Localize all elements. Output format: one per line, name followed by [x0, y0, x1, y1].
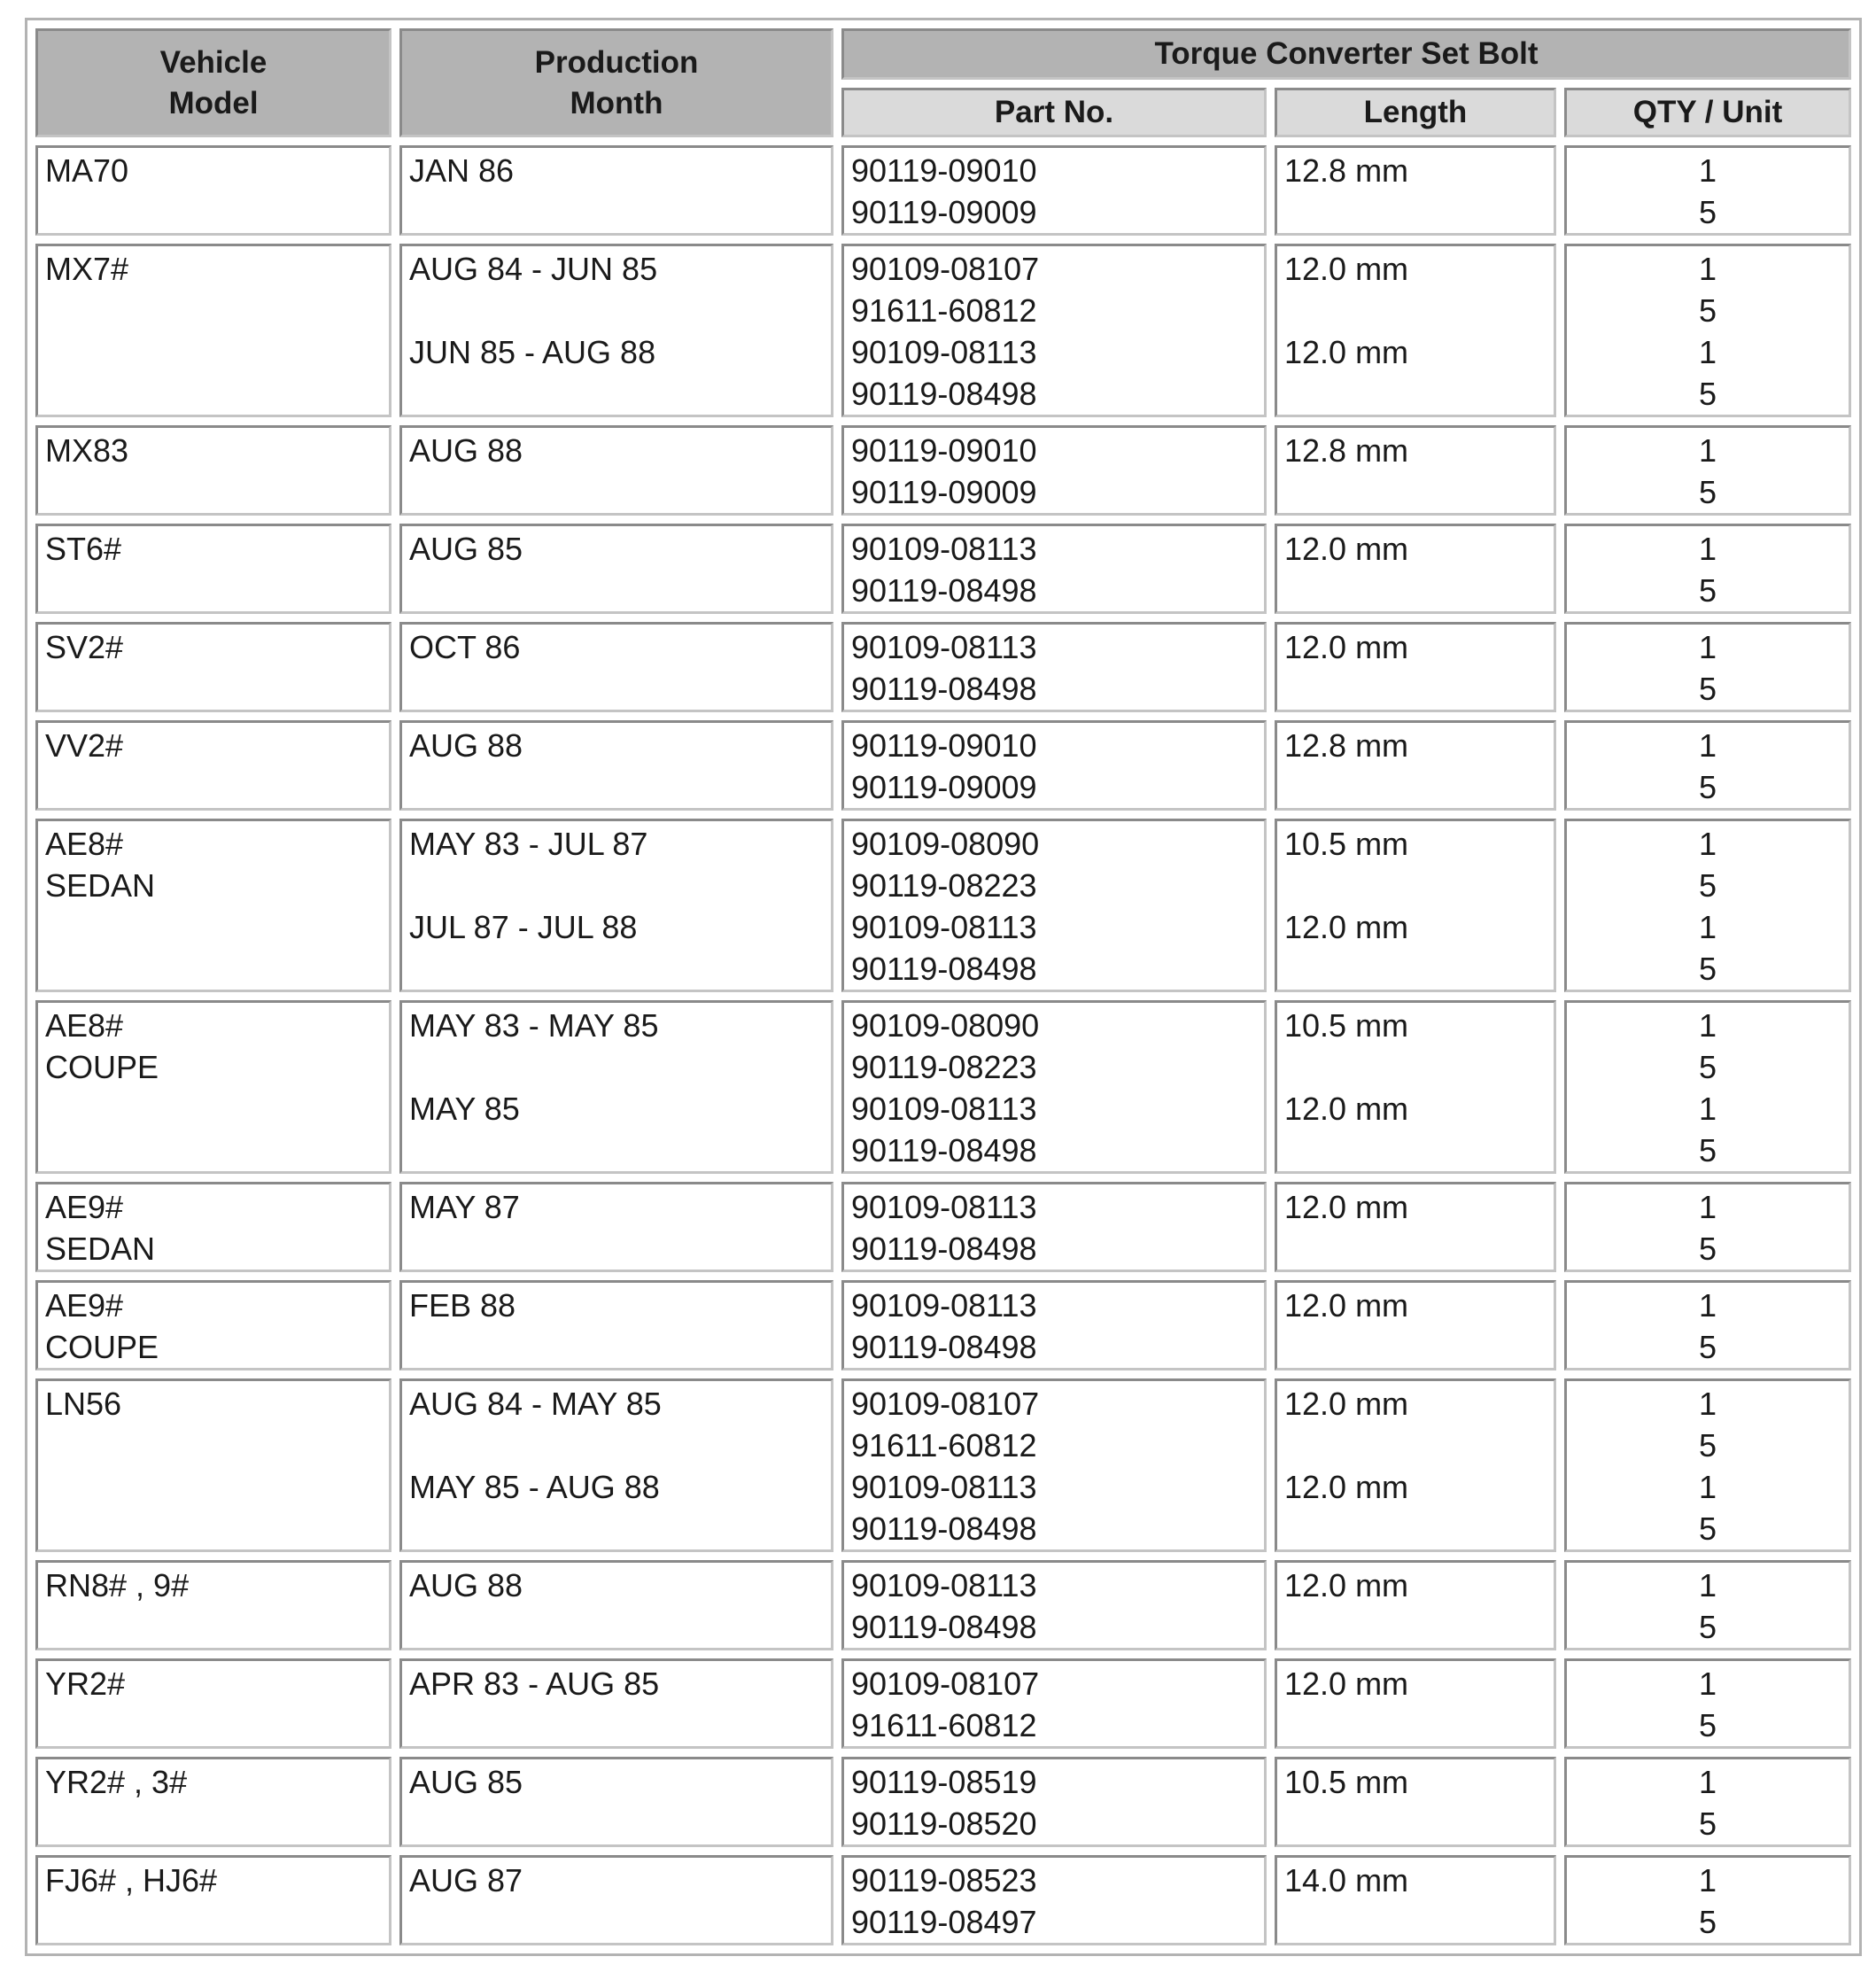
vehicle-model-cell — [35, 244, 391, 417]
vehicle-model-cell-line — [45, 373, 389, 415]
length-cell-line: 12.0 mm — [1284, 1091, 1409, 1127]
production-month-cell-line — [409, 1508, 831, 1549]
vehicle-model-cell — [35, 720, 391, 811]
length-cell-line: 12.0 mm — [1284, 1567, 1409, 1603]
part-no-cell-line: 90109-08113 — [851, 1469, 1037, 1505]
qty-unit-cell-line: 1 — [1699, 826, 1717, 862]
part-no-cell-line: 90119-08498 — [851, 1609, 1037, 1645]
qty-unit-cell-line: 1 — [1699, 629, 1717, 665]
production-month-cell-line: AUG 88 — [409, 727, 523, 764]
part-no-cell-line: 90119-08498 — [851, 1132, 1037, 1169]
vehicle-model-cell-line: YR2# , 3# — [45, 1764, 188, 1800]
production-month-cell — [399, 524, 833, 614]
length-cell — [1275, 145, 1556, 236]
part-no-cell-line: 90119-09009 — [851, 474, 1037, 510]
part-no-cell-line: 90119-08519 — [851, 1764, 1037, 1800]
production-month-cell-line — [409, 1704, 831, 1746]
vehicle-model-cell-line — [45, 570, 389, 611]
table-row — [35, 425, 1851, 516]
vehicle-model-cell-line: LN56 — [45, 1386, 122, 1422]
vehicle-model-cell-line — [45, 1130, 389, 1171]
production-month-cell-line — [409, 1326, 831, 1368]
qty-unit-cell — [1564, 1378, 1851, 1552]
qty-unit-cell-line: 5 — [1699, 1805, 1717, 1842]
qty-unit-cell-line: 1 — [1699, 1469, 1717, 1505]
production-month-cell-line — [409, 1046, 831, 1088]
qty-unit-cell-line: 1 — [1699, 152, 1717, 189]
vehicle-model-cell-line: SEDAN — [45, 1231, 156, 1267]
part-no-cell — [841, 1182, 1267, 1272]
production-month-cell — [399, 1757, 833, 1847]
production-month-cell — [399, 1658, 833, 1749]
table-row — [35, 244, 1851, 417]
table-row — [35, 1560, 1851, 1650]
part-no-cell — [841, 819, 1267, 992]
vehicle-model-cell-line — [45, 1088, 389, 1130]
qty-unit-cell-line: 1 — [1699, 1764, 1717, 1800]
qty-unit-cell-line: 1 — [1699, 1287, 1717, 1324]
production-month-cell-line — [409, 865, 831, 906]
vehicle-model-cell-line: AE8# — [45, 826, 124, 862]
part-no-cell-line: 90119-09009 — [851, 769, 1037, 805]
header-production-month-line-1: Production — [534, 44, 699, 80]
qty-unit-cell-line: 5 — [1699, 867, 1717, 904]
vehicle-model-cell-line: SV2# — [45, 629, 124, 665]
part-no-cell — [841, 1280, 1267, 1370]
length-cell-line — [1284, 1425, 1554, 1466]
qty-unit-cell-line: 5 — [1699, 292, 1717, 329]
production-month-cell-line: AUG 88 — [409, 432, 523, 469]
length-cell-line — [1284, 191, 1554, 233]
production-month-cell — [399, 244, 833, 417]
vehicle-model-cell — [35, 1658, 391, 1749]
table-row — [35, 1757, 1851, 1847]
part-no-cell-line: 90119-08523 — [851, 1862, 1037, 1898]
production-month-cell-line — [409, 1606, 831, 1648]
production-month-cell-line — [409, 191, 831, 233]
torque-converter-table-container — [25, 18, 1856, 1956]
part-no-cell-line: 90119-08498 — [851, 1231, 1037, 1267]
length-cell-line — [1284, 865, 1554, 906]
part-no-cell-line: 90119-08498 — [851, 1329, 1037, 1365]
vehicle-model-cell-line: MX83 — [45, 432, 129, 469]
qty-unit-cell-line: 5 — [1699, 376, 1717, 412]
qty-unit-cell — [1564, 1757, 1851, 1847]
part-no-cell-line: 90119-08498 — [851, 951, 1037, 987]
vehicle-model-cell-line — [45, 668, 389, 710]
part-no-cell-line: 90119-08498 — [851, 376, 1037, 412]
qty-unit-cell — [1564, 1182, 1851, 1272]
qty-unit-cell — [1564, 425, 1851, 516]
vehicle-model-cell — [35, 1855, 391, 1945]
qty-unit-cell-line: 5 — [1699, 951, 1717, 987]
production-month-cell-line: JUL 87 - JUL 88 — [409, 909, 638, 945]
vehicle-model-cell — [35, 1757, 391, 1847]
qty-unit-cell-line: 1 — [1699, 909, 1717, 945]
vehicle-model-cell-line: COUPE — [45, 1329, 159, 1365]
production-month-cell-line: APR 83 - AUG 85 — [409, 1666, 660, 1702]
production-month-cell-line: MAY 85 — [409, 1091, 520, 1127]
vehicle-model-cell-line: MX7# — [45, 251, 129, 287]
production-month-cell — [399, 720, 833, 811]
part-no-cell-line: 91611-60812 — [851, 1707, 1037, 1743]
vehicle-model-cell-line — [45, 1704, 389, 1746]
header-production-month-line-2: Month — [570, 85, 663, 120]
table-row — [35, 720, 1851, 811]
vehicle-model-cell-line — [45, 1425, 389, 1466]
length-cell-line: 10.5 mm — [1284, 826, 1409, 862]
length-cell-line: 12.0 mm — [1284, 1469, 1409, 1505]
qty-unit-cell — [1564, 1560, 1851, 1650]
qty-unit-cell-line: 1 — [1699, 1007, 1717, 1044]
header-vehicle-model-line-2: Model — [168, 85, 259, 120]
qty-unit-cell — [1564, 145, 1851, 236]
production-month-cell — [399, 1378, 833, 1552]
header-torque-converter-set-bolt: Torque Converter Set Bolt — [841, 28, 1851, 80]
production-month-cell-line: MAY 83 - JUL 87 — [409, 826, 648, 862]
vehicle-model-cell — [35, 819, 391, 992]
length-cell-line — [1284, 1803, 1554, 1844]
length-cell — [1275, 622, 1556, 712]
length-cell-line: 12.0 mm — [1284, 531, 1409, 567]
part-no-cell — [841, 1757, 1267, 1847]
length-cell-line: 12.0 mm — [1284, 629, 1409, 665]
qty-unit-cell — [1564, 1000, 1851, 1174]
part-no-cell — [841, 1560, 1267, 1650]
vehicle-model-cell — [35, 1378, 391, 1552]
vehicle-model-cell-line — [45, 1606, 389, 1648]
production-month-cell-line — [409, 766, 831, 808]
length-cell-line: 10.5 mm — [1284, 1764, 1409, 1800]
vehicle-model-cell — [35, 1182, 391, 1272]
production-month-cell-line: JAN 86 — [409, 152, 515, 189]
length-cell — [1275, 1855, 1556, 1945]
part-no-cell-line: 91611-60812 — [851, 292, 1037, 329]
production-month-cell — [399, 1280, 833, 1370]
length-cell-line: 12.8 mm — [1284, 432, 1409, 469]
length-cell — [1275, 425, 1556, 516]
qty-unit-cell-line: 1 — [1699, 432, 1717, 469]
part-no-cell-line: 90119-08520 — [851, 1805, 1037, 1842]
part-no-cell — [841, 720, 1267, 811]
production-month-cell-line — [409, 570, 831, 611]
header-production-month — [399, 28, 833, 137]
length-cell — [1275, 1560, 1556, 1650]
length-cell-line — [1284, 1130, 1554, 1171]
part-no-cell-line: 90119-09010 — [851, 152, 1037, 189]
part-no-cell-line: 90109-08113 — [851, 1091, 1037, 1127]
part-no-cell — [841, 425, 1267, 516]
table-row — [35, 1182, 1851, 1272]
length-cell-line — [1284, 1228, 1554, 1270]
vehicle-model-cell-line — [45, 906, 389, 948]
length-cell-line — [1284, 948, 1554, 990]
production-month-cell-line: AUG 88 — [409, 1567, 523, 1603]
qty-unit-cell-line: 1 — [1699, 1567, 1717, 1603]
qty-unit-cell-line: 5 — [1699, 474, 1717, 510]
qty-unit-cell-line: 1 — [1699, 1189, 1717, 1225]
qty-unit-cell-line: 5 — [1699, 1707, 1717, 1743]
part-no-cell-line: 90119-09009 — [851, 194, 1037, 230]
production-month-cell-line — [409, 948, 831, 990]
vehicle-model-cell-line: AE9# — [45, 1189, 124, 1225]
qty-unit-cell — [1564, 1280, 1851, 1370]
length-cell-line — [1284, 1508, 1554, 1549]
production-month-cell-line: MAY 85 - AUG 88 — [409, 1469, 660, 1505]
table-row — [35, 1280, 1851, 1370]
production-month-cell-line: AUG 85 — [409, 1764, 523, 1800]
qty-unit-cell-line: 5 — [1699, 1904, 1717, 1940]
qty-unit-cell-line: 5 — [1699, 572, 1717, 609]
part-no-cell — [841, 1855, 1267, 1945]
length-cell-line — [1284, 373, 1554, 415]
length-cell-line — [1284, 1046, 1554, 1088]
production-month-cell-line — [409, 1130, 831, 1171]
vehicle-model-cell-line: FJ6# , HJ6# — [45, 1862, 218, 1898]
part-no-cell-line: 90119-08497 — [851, 1904, 1037, 1940]
length-cell-line: 10.5 mm — [1284, 1007, 1409, 1044]
length-cell-line — [1284, 1326, 1554, 1368]
header-vehicle-model-line-1: Vehicle — [159, 44, 267, 80]
production-month-cell-line: JUN 85 - AUG 88 — [409, 334, 656, 370]
table-body — [35, 145, 1851, 1945]
part-no-cell — [841, 1658, 1267, 1749]
qty-unit-cell — [1564, 1855, 1851, 1945]
part-no-cell-line: 90109-08107 — [851, 1386, 1040, 1422]
table-row — [35, 524, 1851, 614]
part-no-cell-line: 90119-08498 — [851, 671, 1037, 707]
part-no-cell — [841, 1378, 1267, 1552]
part-no-cell-line: 90109-08113 — [851, 629, 1037, 665]
qty-unit-cell-line: 5 — [1699, 1132, 1717, 1169]
production-month-cell-line — [409, 1901, 831, 1943]
table-row — [35, 1658, 1851, 1749]
table-row — [35, 145, 1851, 236]
vehicle-model-cell — [35, 1000, 391, 1174]
production-month-cell — [399, 1182, 833, 1272]
production-month-cell-line — [409, 471, 831, 513]
part-no-cell — [841, 622, 1267, 712]
production-month-cell-line: AUG 85 — [409, 531, 523, 567]
part-no-cell-line: 90109-08107 — [851, 1666, 1040, 1702]
vehicle-model-cell-line: VV2# — [45, 727, 124, 764]
vehicle-model-cell-line — [45, 1508, 389, 1549]
vehicle-model-cell-line — [45, 191, 389, 233]
qty-unit-cell-line: 5 — [1699, 1609, 1717, 1645]
vehicle-model-cell-line: SEDAN — [45, 867, 156, 904]
part-no-cell-line: 90109-08113 — [851, 334, 1037, 370]
qty-unit-cell-line: 1 — [1699, 1862, 1717, 1898]
torque-converter-set-bolt-table — [25, 18, 1862, 1956]
length-cell — [1275, 1280, 1556, 1370]
part-no-cell-line: 90109-08113 — [851, 1567, 1037, 1603]
qty-unit-cell-line: 1 — [1699, 1091, 1717, 1127]
length-cell-line — [1284, 471, 1554, 513]
length-cell-line: 12.0 mm — [1284, 1386, 1409, 1422]
length-cell — [1275, 244, 1556, 417]
part-no-cell-line: 90109-08107 — [851, 251, 1040, 287]
vehicle-model-cell-line — [45, 290, 389, 331]
vehicle-model-cell — [35, 145, 391, 236]
qty-unit-cell-line: 1 — [1699, 531, 1717, 567]
length-cell-line — [1284, 1704, 1554, 1746]
production-month-cell — [399, 1560, 833, 1650]
vehicle-model-cell-line: ST6# — [45, 531, 122, 567]
length-cell — [1275, 1378, 1556, 1552]
length-cell-line: 12.0 mm — [1284, 1666, 1409, 1702]
qty-unit-cell-line: 5 — [1699, 1329, 1717, 1365]
qty-unit-cell-line: 5 — [1699, 194, 1717, 230]
part-no-cell-line: 90109-08113 — [851, 531, 1037, 567]
vehicle-model-cell-line: AE8# — [45, 1007, 124, 1044]
length-cell — [1275, 524, 1556, 614]
vehicle-model-cell-line — [45, 948, 389, 990]
qty-unit-cell — [1564, 244, 1851, 417]
length-cell-line: 14.0 mm — [1284, 1862, 1409, 1898]
qty-unit-cell — [1564, 1658, 1851, 1749]
length-cell-line — [1284, 290, 1554, 331]
part-no-cell — [841, 524, 1267, 614]
production-month-cell — [399, 425, 833, 516]
part-no-cell-line: 90109-08113 — [851, 909, 1037, 945]
production-month-cell — [399, 622, 833, 712]
table-row — [35, 622, 1851, 712]
qty-unit-cell-line: 5 — [1699, 1049, 1717, 1085]
length-cell-line: 12.0 mm — [1284, 334, 1409, 370]
part-no-cell-line: 90119-08223 — [851, 1049, 1037, 1085]
part-no-cell-line: 90119-08498 — [851, 572, 1037, 609]
part-no-cell — [841, 1000, 1267, 1174]
qty-unit-cell-line: 1 — [1699, 251, 1717, 287]
production-month-cell — [399, 819, 833, 992]
vehicle-model-cell — [35, 1560, 391, 1650]
vehicle-model-cell — [35, 425, 391, 516]
vehicle-model-cell-line: YR2# — [45, 1666, 126, 1702]
qty-unit-cell — [1564, 720, 1851, 811]
vehicle-model-cell-line: MA70 — [45, 152, 129, 189]
vehicle-model-cell-line: RN8# , 9# — [45, 1567, 190, 1603]
qty-unit-cell — [1564, 622, 1851, 712]
length-cell-line: 12.0 mm — [1284, 909, 1409, 945]
production-month-cell-line — [409, 373, 831, 415]
production-month-cell-line: AUG 84 - MAY 85 — [409, 1386, 662, 1422]
length-cell — [1275, 1658, 1556, 1749]
length-cell-line: 12.8 mm — [1284, 152, 1409, 189]
vehicle-model-cell-line: AE9# — [45, 1287, 124, 1324]
vehicle-model-cell-line — [45, 331, 389, 373]
part-no-cell-line: 90109-08113 — [851, 1189, 1037, 1225]
part-no-cell-line: 90119-08223 — [851, 867, 1037, 904]
length-cell-line — [1284, 668, 1554, 710]
length-cell-line — [1284, 570, 1554, 611]
part-no-cell-line: 90109-08090 — [851, 826, 1040, 862]
table-row — [35, 1378, 1851, 1552]
length-cell — [1275, 1182, 1556, 1272]
part-no-cell — [841, 244, 1267, 417]
qty-unit-cell-line: 5 — [1699, 769, 1717, 805]
qty-unit-cell-line: 1 — [1699, 727, 1717, 764]
header-length: Length — [1275, 88, 1556, 137]
header-qty-unit: QTY / Unit — [1564, 88, 1851, 137]
production-month-cell-line: AUG 84 - JUN 85 — [409, 251, 658, 287]
header-part-no: Part No. — [841, 88, 1267, 137]
vehicle-model-cell-line — [45, 1901, 389, 1943]
length-cell-line: 12.0 mm — [1284, 1287, 1409, 1324]
vehicle-model-cell-line — [45, 766, 389, 808]
table-row — [35, 1855, 1851, 1945]
length-cell — [1275, 819, 1556, 992]
vehicle-model-cell-line: COUPE — [45, 1049, 159, 1085]
part-no-cell-line: 90119-09010 — [851, 432, 1037, 469]
production-month-cell-line — [409, 1425, 831, 1466]
length-cell-line — [1284, 766, 1554, 808]
part-no-cell-line: 90119-09010 — [851, 727, 1037, 764]
part-no-cell-line: 90109-08113 — [851, 1287, 1037, 1324]
production-month-cell-line: MAY 87 — [409, 1189, 520, 1225]
production-month-cell-line — [409, 668, 831, 710]
length-cell — [1275, 1000, 1556, 1174]
production-month-cell-line — [409, 1228, 831, 1270]
vehicle-model-cell — [35, 622, 391, 712]
vehicle-model-cell-line — [45, 471, 389, 513]
part-no-cell — [841, 145, 1267, 236]
production-month-cell-line — [409, 1803, 831, 1844]
qty-unit-cell-line: 5 — [1699, 1231, 1717, 1267]
production-month-cell-line: FEB 88 — [409, 1287, 516, 1324]
vehicle-model-cell — [35, 524, 391, 614]
qty-unit-cell-line: 1 — [1699, 334, 1717, 370]
length-cell-line: 12.8 mm — [1284, 727, 1409, 764]
vehicle-model-cell-line — [45, 1803, 389, 1844]
length-cell-line: 12.0 mm — [1284, 251, 1409, 287]
qty-unit-cell-line: 5 — [1699, 1510, 1717, 1547]
qty-unit-cell — [1564, 819, 1851, 992]
production-month-cell — [399, 145, 833, 236]
qty-unit-cell — [1564, 524, 1851, 614]
qty-unit-cell-line: 5 — [1699, 1427, 1717, 1464]
length-cell-line — [1284, 1606, 1554, 1648]
production-month-cell — [399, 1000, 833, 1174]
part-no-cell-line: 90109-08090 — [851, 1007, 1040, 1044]
part-no-cell-line: 91611-60812 — [851, 1427, 1037, 1464]
production-month-cell-line: OCT 86 — [409, 629, 521, 665]
length-cell — [1275, 720, 1556, 811]
length-cell — [1275, 1757, 1556, 1847]
part-no-cell-line: 90119-08498 — [851, 1510, 1037, 1547]
production-month-cell-line: AUG 87 — [409, 1862, 523, 1898]
table-row — [35, 819, 1851, 992]
qty-unit-cell-line: 1 — [1699, 1386, 1717, 1422]
length-cell-line: 12.0 mm — [1284, 1189, 1409, 1225]
vehicle-model-cell — [35, 1280, 391, 1370]
vehicle-model-cell-line — [45, 1466, 389, 1508]
production-month-cell-line: MAY 83 - MAY 85 — [409, 1007, 659, 1044]
length-cell-line — [1284, 1901, 1554, 1943]
production-month-cell-line — [409, 290, 831, 331]
qty-unit-cell-line: 5 — [1699, 671, 1717, 707]
qty-unit-cell-line: 1 — [1699, 1666, 1717, 1702]
table-row — [35, 1000, 1851, 1174]
production-month-cell — [399, 1855, 833, 1945]
header-vehicle-model — [35, 28, 391, 137]
